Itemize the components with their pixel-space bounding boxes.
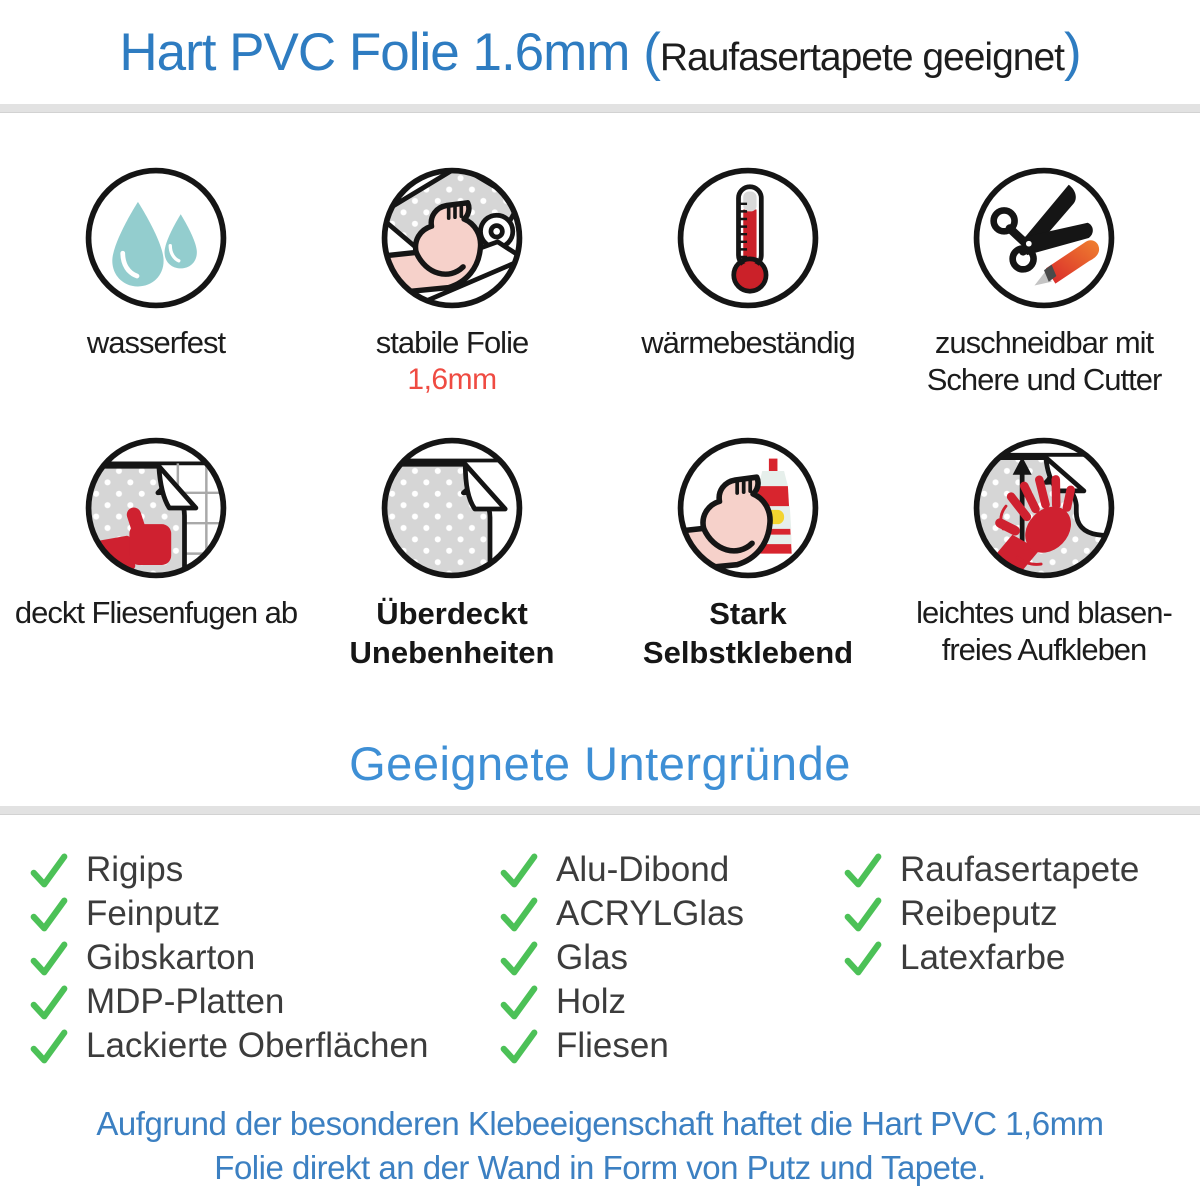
surface-label: Lackierte Oberflächen <box>86 1026 429 1065</box>
muscle-glue-tube-icon <box>672 432 824 584</box>
surface-label: Alu-Dibond <box>556 850 730 889</box>
check-icon <box>498 937 540 979</box>
check-icon <box>498 893 540 935</box>
check-icon <box>842 937 884 979</box>
check-icon <box>28 981 70 1023</box>
surface-item <box>28 1024 493 1068</box>
feature-sublabel: 1,6mm <box>407 363 497 396</box>
muscle-foil-roll-icon <box>376 162 528 314</box>
surface-label: Latexfarbe <box>900 938 1066 977</box>
surface-label: Fliesen <box>556 1026 669 1065</box>
check-icon <box>498 981 540 1023</box>
foil-tile-thumb-icon <box>80 432 232 584</box>
surface-label: Rigips <box>86 850 184 889</box>
adhesion-note-line2: Folie direkt an der Wand in Form von Putz und Tapete. <box>214 1149 986 1186</box>
feature-label-2: Schere und Cutter <box>926 362 1162 397</box>
feature-covers-tile-joints <box>8 432 304 672</box>
surface-item <box>842 892 1192 936</box>
title-paren-open: ( <box>643 23 660 82</box>
title-paren-text: Raufasertapete geeignet <box>659 36 1064 79</box>
surface-item <box>28 892 493 936</box>
check-icon <box>842 849 884 891</box>
surface-item <box>498 936 838 980</box>
feature-stable-foil <box>304 162 600 398</box>
surfaces-column-2 <box>498 848 838 1068</box>
surface-item <box>498 892 838 936</box>
feature-label: Überdeckt <box>376 596 528 631</box>
check-icon <box>842 893 884 935</box>
check-icon <box>28 937 70 979</box>
page-title <box>0 22 1200 83</box>
check-icon <box>28 1025 70 1067</box>
surface-item <box>498 848 838 892</box>
feature-heat-resistant <box>600 162 896 398</box>
check-icon <box>28 893 70 935</box>
surface-label: Raufasertapete <box>900 850 1140 889</box>
check-icon <box>28 849 70 891</box>
feature-label: Stark <box>709 596 787 631</box>
surface-item <box>28 980 493 1024</box>
feature-waterproof <box>8 162 304 398</box>
feature-grid <box>8 162 1192 672</box>
adhesion-note <box>0 1102 1200 1190</box>
feature-cuttable <box>896 162 1192 398</box>
surface-item <box>842 936 1192 980</box>
surface-item <box>28 936 493 980</box>
surface-item <box>842 848 1192 892</box>
divider-top <box>0 104 1200 113</box>
feature-label-2: Selbstklebend <box>642 635 854 670</box>
surface-label: MDP-Platten <box>86 982 285 1021</box>
scissors-cutter-icon <box>968 162 1120 314</box>
divider-surfaces <box>0 806 1200 815</box>
surface-label: Gibskarton <box>86 938 256 977</box>
feature-label: zuschneidbar mit <box>934 325 1154 360</box>
feature-covers-unevenness <box>304 432 600 672</box>
water-drops-icon <box>80 162 232 314</box>
thermometer-icon <box>672 162 824 314</box>
surfaces-column-1 <box>28 848 493 1068</box>
surfaces-heading: Geeignete Untergründe <box>349 737 851 790</box>
surface-label: Feinputz <box>86 894 221 933</box>
feature-label-2: freies Aufkleben <box>941 632 1147 667</box>
foil-peel-icon <box>376 432 528 584</box>
check-icon <box>498 849 540 891</box>
check-icon <box>498 1025 540 1067</box>
feature-label-2: Unebenheiten <box>349 635 555 670</box>
surface-label: ACRYLGlas <box>556 894 745 933</box>
surface-label: Reibeputz <box>900 894 1058 933</box>
feature-label: deckt Fliesenfugen ab <box>14 595 298 630</box>
surface-label: Holz <box>556 982 627 1021</box>
feature-label: wasserfest <box>86 325 226 360</box>
feature-label: wärmebeständig <box>641 325 855 360</box>
title-paren-close: ) <box>1064 23 1081 82</box>
title-main: Hart PVC Folie 1.6mm <box>119 23 644 82</box>
surface-item <box>498 980 838 1024</box>
adhesion-note-line1: Aufgrund der besonderen Klebeeigenschaft haftet die Hart PVC 1,6mm <box>96 1105 1104 1142</box>
surface-item <box>28 848 493 892</box>
feature-self-adhesive <box>600 432 896 672</box>
surface-label: Glas <box>556 938 628 977</box>
feature-label: leichtes und blasen- <box>916 595 1172 630</box>
hand-press-foil-icon <box>968 432 1120 584</box>
feature-label: stabile Folie <box>375 325 529 360</box>
surfaces-column-3 <box>842 848 1192 980</box>
feature-bubble-free <box>896 432 1192 672</box>
surface-item <box>498 1024 838 1068</box>
